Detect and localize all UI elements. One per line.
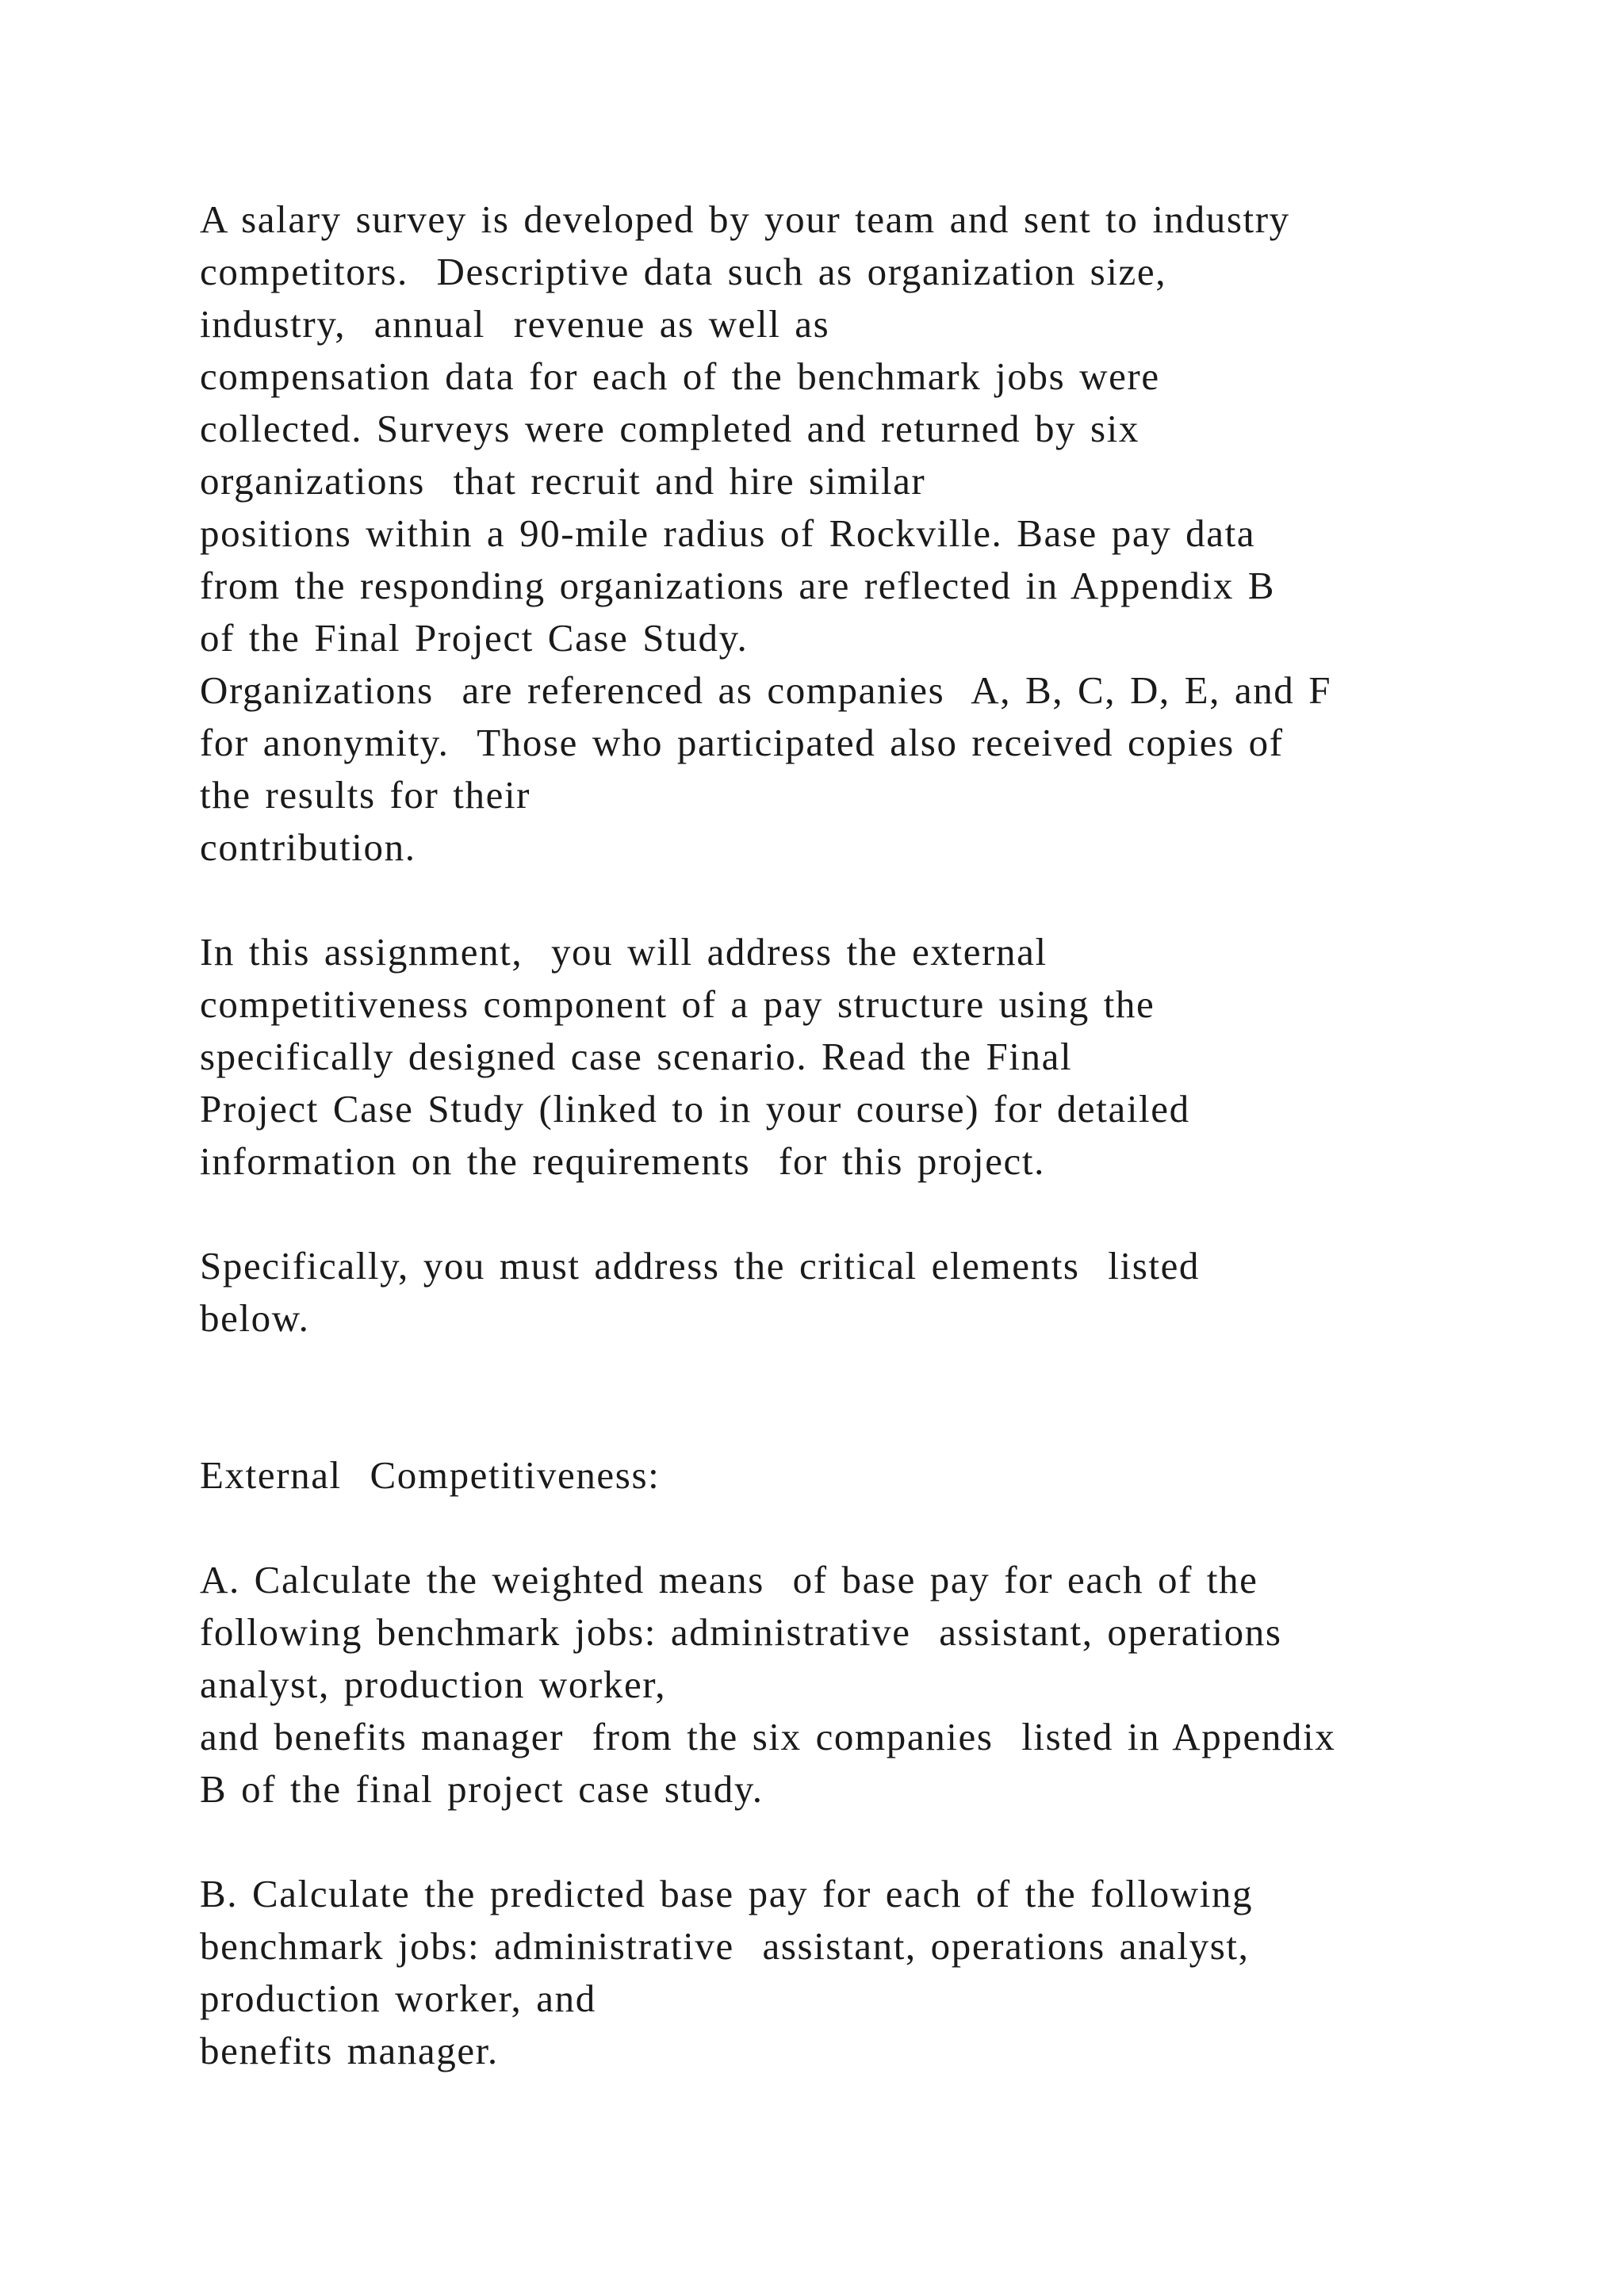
text-line: B of the final project case study. [200, 1767, 764, 1811]
item-a [200, 1554, 1484, 1816]
paragraph-spacer [200, 1816, 1484, 1868]
text-line: competitiveness component of a pay structure using the [200, 982, 1155, 1026]
text-line: information on the requirements for this project. [200, 1139, 1045, 1183]
text-line: B. Calculate the predicted base pay for each of the following [200, 1872, 1254, 1915]
section-heading: External Competitiveness: [200, 1453, 661, 1497]
text-line: benefits manager. [200, 2029, 499, 2072]
paragraph-spacer [200, 1345, 1484, 1449]
text-line: A. Calculate the weighted means of base pay for each of the [200, 1558, 1258, 1601]
document-body [200, 193, 1484, 2077]
text-line: analyst, production worker, [200, 1663, 667, 1706]
text-line: and benefits manager from the six companies listed in Appendix [200, 1715, 1336, 1758]
item-b [200, 1868, 1484, 2077]
paragraph-spacer [200, 1502, 1484, 1554]
paragraph-spacer [200, 1188, 1484, 1240]
text-line: collected. Surveys were completed and returned by six [200, 407, 1139, 450]
text-line: compensation data for each of the benchmark jobs were [200, 354, 1160, 398]
text-line: the results for their [200, 773, 531, 817]
intro-paragraph [200, 193, 1484, 874]
text-line: positions within a 90-mile radius of Rockville. Base pay data [200, 511, 1256, 555]
text-line: industry, annual revenue as well as [200, 302, 830, 346]
text-line: of the Final Project Case Study. [200, 616, 749, 660]
text-line: In this assignment, you will address the external [200, 930, 1048, 974]
text-line: production worker, and [200, 1976, 596, 2020]
text-line: below. [200, 1296, 310, 1340]
text-line: Specifically, you must address the critical elements listed [200, 1244, 1201, 1288]
text-line: A salary survey is developed by your team and sent to industry [200, 197, 1290, 241]
text-line: benchmark jobs: administrative assistant, operations analyst, [200, 1924, 1250, 1968]
critical-elements-paragraph [200, 1240, 1484, 1345]
text-line: competitors. Descriptive data such as organization size, [200, 250, 1167, 293]
text-line: Organizations are referenced as companies A, B, C, D, E, and F [200, 668, 1332, 712]
text-line: following benchmark jobs: administrative assistant, operations [200, 1610, 1282, 1654]
text-line: contribution. [200, 825, 416, 869]
text-line: organizations that recruit and hire similar [200, 459, 926, 503]
text-line: from the responding organizations are reflected in Appendix B [200, 564, 1276, 607]
text-line: Project Case Study (linked to in your course) for detailed [200, 1087, 1190, 1131]
paragraph-spacer [200, 874, 1484, 926]
text-line: specifically designed case scenario. Read the Final [200, 1035, 1073, 1078]
text-line: for anonymity. Those who participated also received copies of [200, 721, 1284, 764]
assignment-paragraph [200, 926, 1484, 1188]
